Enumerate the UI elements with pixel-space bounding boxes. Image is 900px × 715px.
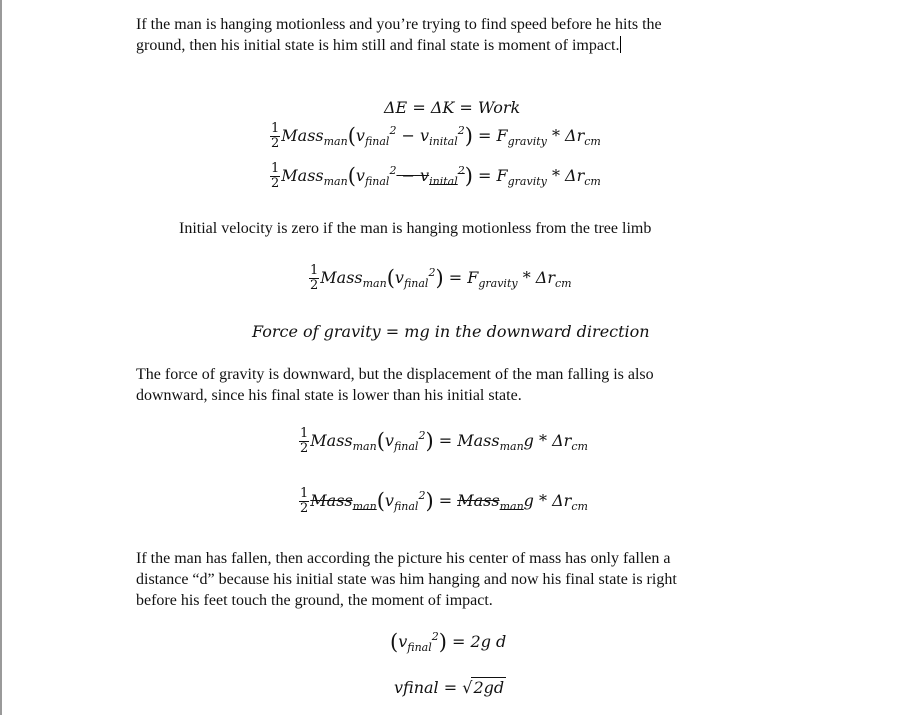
struck-mass-right: Mass$_{man}$: [457, 491, 524, 513]
equation-work-energy-initial-crossed: $\frac{1}{2}$ $Mass_{man}(v_{final}^2 - v_{inital}^2) = F_{gravity} * \Delta r_{cm}$: [271, 161, 601, 191]
fraction-one-half: $\frac{1}{2}$: [300, 486, 309, 516]
fraction-one-half: $\frac{1}{2}$: [310, 263, 319, 293]
equation-work-energy-simplified: $\frac{1}{2}$ $Mass_{man}(v_{final}^2) = F_{gravity} * \Delta r_{cm}$: [310, 263, 572, 293]
paragraph-intro-line-2[interactable]: [136, 35, 836, 56]
paragraph-fallen-line-1: If the man has fallen, then according the picture his center of mass has only fallen a: [136, 550, 671, 567]
paragraph-fallen-line-2: distance “d” because his initial state was him hanging and now his final state is right: [136, 571, 677, 588]
paragraph-downward-line-1: The force of gravity is downward, but the displacement of the man falling is also: [136, 366, 654, 383]
struck-initial-velocity-term: − $v_{inital}^2$: [401, 164, 465, 188]
equation-work-energy-full: $\frac{1}{2}$ $Mass_{man}(v_{final}^2 - v_{inital}^2) = F_{gravity} * \Delta r_{cm}$: [271, 121, 601, 151]
square-root-radicand: 2gd: [473, 678, 505, 697]
page-left-border: [0, 0, 2, 715]
fraction-one-half: $\frac{1}{2}$: [271, 121, 280, 151]
paragraph-fallen-line-3: before his feet touch the ground, the moment of impact.: [136, 592, 493, 609]
paragraph-downward-line-2: downward, since his final state is lower than his initial state.: [136, 387, 522, 404]
fraction-one-half: $\frac{1}{2}$: [300, 426, 309, 456]
paragraph-initial-velocity: Initial velocity is zero if the man is hanging motionless from the tree limb: [179, 220, 652, 237]
equation-velocity-squared: $(v_{final}^2) = 2g$ d: [390, 630, 507, 654]
paragraph-intro-line-2-text: ground, then his initial state is him still and final state is moment of impact.: [136, 37, 620, 54]
square-root-sign: √: [462, 678, 473, 697]
paragraph-intro-line-1: If the man is hanging motionless and you’re trying to find speed before he hits the: [136, 16, 662, 33]
equation-gravity-substituted: $\frac{1}{2}$ $Mass_{man}(v_{final}^2)$ = Mass$_{man}$g * $\Delta r_{cm}$: [300, 426, 588, 456]
equation-final-velocity: vfinal = √2gd: [394, 678, 505, 697]
text-cursor: [620, 36, 621, 53]
equation-mass-cancelled: $\frac{1}{2}$ $Mass_{man}(v_{final}^2)$ = Mass$_{man}$g * $\Delta r_{cm}$: [300, 486, 588, 516]
fraction-one-half: $\frac{1}{2}$: [271, 161, 280, 191]
struck-mass-left: Mass$_{man}$: [310, 491, 377, 513]
equation-force-of-gravity: Force of gravity = mg in the downward direction: [252, 322, 650, 341]
equation-energy-work: ΔE = ΔK = Work: [384, 98, 521, 117]
